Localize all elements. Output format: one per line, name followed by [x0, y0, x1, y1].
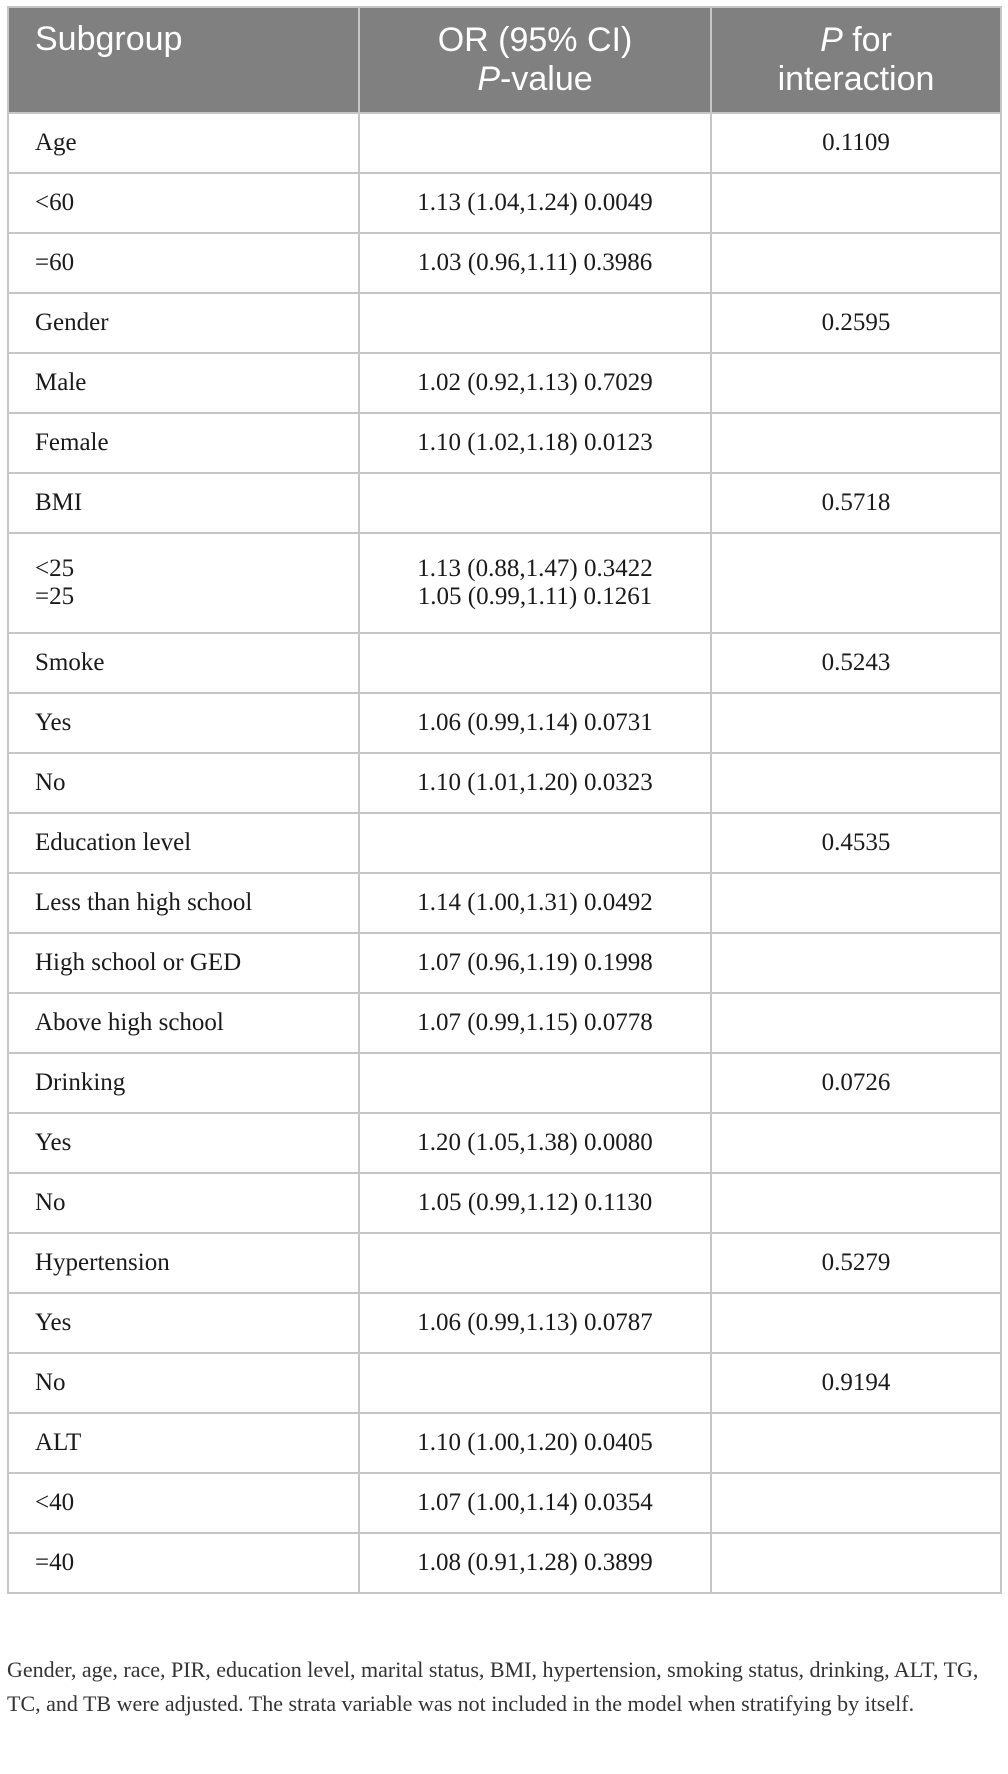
- cell-subgroup: [8, 1353, 359, 1413]
- subgroup-label: Male: [35, 369, 87, 396]
- cell-p-interaction: [711, 533, 1001, 633]
- cell-or-ci: [359, 1413, 711, 1473]
- p-interaction-value: 0.2595: [821, 309, 891, 336]
- cell-p-interaction: [711, 293, 1001, 353]
- subgroup-label: Yes: [35, 1129, 72, 1156]
- subgroup-label: BMI: [35, 489, 83, 516]
- cell-p-interaction: [711, 993, 1001, 1053]
- table-row: [8, 873, 1001, 933]
- cell-or-ci: [359, 233, 711, 293]
- cell-p-interaction: [711, 753, 1001, 813]
- cell-p-interaction: [711, 1353, 1001, 1413]
- table-row: [8, 113, 1001, 173]
- p-interaction-value: 0.5243: [821, 649, 891, 676]
- cell-p-interaction: [711, 233, 1001, 293]
- table-row: [8, 1173, 1001, 1233]
- table-row: [8, 1533, 1001, 1593]
- p-interaction-value: 0.5279: [821, 1249, 891, 1276]
- subgroup-label: No: [35, 1369, 66, 1396]
- cell-subgroup: [8, 1053, 359, 1113]
- cell-subgroup: [8, 173, 359, 233]
- table-row: [8, 1473, 1001, 1533]
- or-value: 1.06 (0.99,1.13) 0.0787: [417, 1309, 653, 1336]
- cell-p-interaction: [711, 693, 1001, 753]
- subgroup-label: =60: [35, 249, 75, 276]
- cell-or-ci: [359, 993, 711, 1053]
- table-row: [8, 353, 1001, 413]
- cell-subgroup: [8, 473, 359, 533]
- cell-subgroup: [8, 413, 359, 473]
- p-interaction-value: 0.0726: [821, 1069, 891, 1096]
- cell-or-ci: [359, 293, 711, 353]
- cell-p-interaction: [711, 1053, 1001, 1113]
- cell-or-ci: [359, 1473, 711, 1533]
- cell-or-ci: [359, 1233, 711, 1293]
- cell-or-ci: [359, 933, 711, 993]
- table-row: [8, 633, 1001, 693]
- or-value: 1.07 (1.00,1.14) 0.0354: [417, 1489, 653, 1516]
- or-value: 1.03 (0.96,1.11) 0.3986: [417, 249, 653, 276]
- or-value: 1.14 (1.00,1.31) 0.0492: [417, 889, 653, 916]
- or-value: 1.08 (0.91,1.28) 0.3899: [417, 1549, 653, 1576]
- cell-p-interaction: [711, 1293, 1001, 1353]
- table-row: [8, 933, 1001, 993]
- cell-or-ci: [359, 413, 711, 473]
- subgroup-label: No: [35, 769, 66, 796]
- header-row: [8, 7, 1001, 113]
- cell-or-ci: [359, 813, 711, 873]
- table-footnote: Gender, age, race, PIR, education level, marital status, BMI, hypertension, smoking status, drinking, ALT, TG, TC, and TB were adjusted. The strata variable was not included in the model when stratifying by itself.: [7, 1657, 979, 1716]
- or-value: 1.13 (1.04,1.24) 0.0049: [417, 189, 653, 216]
- header-p-line2: interaction: [777, 60, 935, 98]
- header-p-line1: [712, 21, 1000, 60]
- or-value: 1.13 (0.88,1.47) 0.3422: [417, 555, 653, 582]
- table-row: [8, 1353, 1001, 1413]
- subgroup-label: <25: [35, 555, 75, 582]
- cell-subgroup: [8, 533, 359, 633]
- or-value: 1.05 (0.99,1.11) 0.1261: [417, 583, 653, 610]
- subgroup-label: ALT: [35, 1429, 82, 1456]
- header-p-for: for: [842, 21, 892, 59]
- cell-or-ci: [359, 873, 711, 933]
- or-value: 1.20 (1.05,1.38) 0.0080: [417, 1129, 653, 1156]
- cell-or-ci: [359, 1113, 711, 1173]
- cell-or-ci: [359, 173, 711, 233]
- cell-or-ci: [359, 1053, 711, 1113]
- subgroup-label: Female: [35, 429, 109, 456]
- table-row: [8, 533, 1001, 633]
- subgroup-label: Yes: [35, 1309, 72, 1336]
- cell-subgroup: [8, 1173, 359, 1233]
- header-subgroup: Subgroup: [8, 7, 359, 113]
- cell-p-interaction: [711, 1173, 1001, 1233]
- header-or-line2: [360, 60, 710, 99]
- cell-p-interaction: [711, 113, 1001, 173]
- cell-or-ci: [359, 693, 711, 753]
- cell-p-interaction: [711, 933, 1001, 993]
- table-row: [8, 993, 1001, 1053]
- cell-subgroup: [8, 693, 359, 753]
- table-row: [8, 1293, 1001, 1353]
- cell-subgroup: [8, 933, 359, 993]
- cell-subgroup: [8, 753, 359, 813]
- cell-subgroup: [8, 873, 359, 933]
- subgroup-label: =25: [35, 583, 75, 610]
- p-interaction-value: 0.9194: [821, 1369, 891, 1396]
- cell-or-ci: [359, 1293, 711, 1353]
- header-p-interaction: [711, 7, 1001, 113]
- table-row: [8, 813, 1001, 873]
- subgroup-label: Less than high school: [35, 889, 253, 916]
- cell-or-ci: [359, 473, 711, 533]
- table-row: [8, 1053, 1001, 1113]
- cell-p-interaction: [711, 873, 1001, 933]
- cell-p-interaction: [711, 1233, 1001, 1293]
- table-row: [8, 753, 1001, 813]
- subgroup-label: Smoke: [35, 649, 105, 676]
- subgroup-label: <60: [35, 189, 75, 216]
- table-row: [8, 693, 1001, 753]
- or-value: 1.10 (1.02,1.18) 0.0123: [417, 429, 653, 456]
- subgroup-label: Gender: [35, 309, 109, 336]
- p-interaction-value: 0.5718: [821, 489, 891, 516]
- cell-subgroup: [8, 633, 359, 693]
- cell-or-ci: [359, 1173, 711, 1233]
- cell-subgroup: [8, 813, 359, 873]
- cell-or-ci: [359, 533, 711, 633]
- cell-p-interaction: [711, 1473, 1001, 1533]
- subgroup-label: <40: [35, 1489, 75, 1516]
- cell-subgroup: [8, 113, 359, 173]
- subgroup-label: High school or GED: [35, 949, 242, 976]
- or-value: 1.05 (0.99,1.12) 0.1130: [417, 1189, 653, 1216]
- or-value: 1.07 (0.99,1.15) 0.0778: [417, 1009, 653, 1036]
- table-header: [8, 7, 1001, 113]
- cell-subgroup: [8, 1473, 359, 1533]
- header-p-italic: P: [820, 21, 843, 59]
- header-or-p-italic: P: [477, 60, 501, 98]
- cell-subgroup: [8, 1233, 359, 1293]
- cell-subgroup: [8, 1413, 359, 1473]
- table-row: [8, 1113, 1001, 1173]
- cell-subgroup: [8, 353, 359, 413]
- cell-or-ci: [359, 1353, 711, 1413]
- subgroup-label: =40: [35, 1549, 75, 1576]
- table-row: [8, 473, 1001, 533]
- cell-p-interaction: [711, 473, 1001, 533]
- or-value: 1.07 (0.96,1.19) 0.1998: [417, 949, 653, 976]
- subgroup-label: Drinking: [35, 1069, 126, 1096]
- cell-subgroup: [8, 993, 359, 1053]
- table-row: [8, 293, 1001, 353]
- subgroup-label: Yes: [35, 709, 72, 736]
- cell-or-ci: [359, 1533, 711, 1593]
- cell-p-interaction: [711, 813, 1001, 873]
- table-row: [8, 1233, 1001, 1293]
- or-value: 1.10 (1.01,1.20) 0.0323: [417, 769, 653, 796]
- or-value: 1.02 (0.92,1.13) 0.7029: [417, 369, 653, 396]
- table-row: [8, 233, 1001, 293]
- header-or-ci: [359, 7, 711, 113]
- cell-p-interaction: [711, 173, 1001, 233]
- cell-p-interaction: [711, 1413, 1001, 1473]
- cell-or-ci: [359, 113, 711, 173]
- cell-p-interaction: [711, 353, 1001, 413]
- subgroup-table: [7, 6, 1002, 1594]
- cell-p-interaction: [711, 633, 1001, 693]
- header-or-line1: OR (95% CI): [437, 21, 633, 59]
- cell-p-interaction: [711, 1533, 1001, 1593]
- table-row: [8, 173, 1001, 233]
- p-interaction-value: 0.4535: [821, 829, 891, 856]
- subgroup-label: No: [35, 1189, 66, 1216]
- cell-p-interaction: [711, 1113, 1001, 1173]
- p-interaction-value: 0.1109: [822, 129, 890, 156]
- cell-subgroup: [8, 1293, 359, 1353]
- or-value: 1.06 (0.99,1.14) 0.0731: [417, 709, 653, 736]
- cell-p-interaction: [711, 413, 1001, 473]
- subgroup-label: Above high school: [35, 1009, 224, 1036]
- subgroup-label: Age: [35, 129, 77, 156]
- table-row: [8, 413, 1001, 473]
- cell-or-ci: [359, 753, 711, 813]
- or-value: 1.10 (1.00,1.20) 0.0405: [417, 1429, 653, 1456]
- table-body: [8, 113, 1001, 1593]
- table-row: [8, 1413, 1001, 1473]
- subgroup-label: Education level: [35, 829, 192, 856]
- cell-or-ci: [359, 633, 711, 693]
- cell-or-ci: [359, 353, 711, 413]
- cell-subgroup: [8, 293, 359, 353]
- cell-subgroup: [8, 1113, 359, 1173]
- cell-subgroup: [8, 233, 359, 293]
- header-or-p-rest: -value: [500, 60, 593, 98]
- subgroup-label: Hypertension: [35, 1249, 170, 1276]
- cell-subgroup: [8, 1533, 359, 1593]
